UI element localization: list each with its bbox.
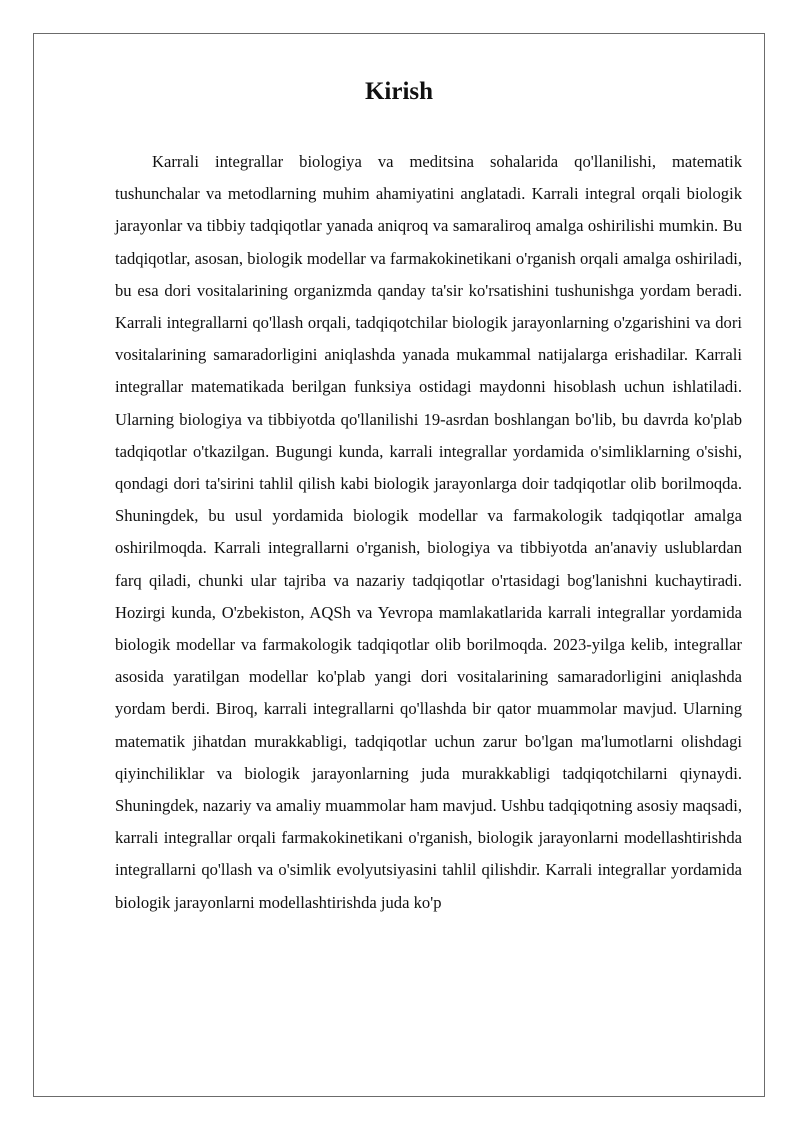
document-title: Kirish: [364, 78, 434, 105]
body-paragraph: Karrali integrallar biologiya va meditsina sohalarida qo'llanilishi, matematik tushunchalar va metodlarning muhim ahamiyatini anglatadi. Karrali integral orqali biologik jarayonlar va tibbiy tadqiqotlar yanada aniqroq va samaraliroq amalga oshirilishi mumkin. Bu tadqiqotlar, asosan, biologik modellar va farmakokinetikani o'rganish orqali amalga oshiriladi, bu esa dori vositalarining organizmda qanday ta'sir ko'rsatishini tushunishga yordam beradi. Karrali integrallarni qo'llash orqali, tadqiqotchilar biologik jarayonlarning o'zgarishini va dori vositalarining samaradorligini aniqlashda yanada mukammal natijalarga erishadilar. Karrali integrallar matematikada berilgan funksiya ostidagi maydonni hisoblash uchun ishlatiladi. Ularning biologiya va tibbiyotda qo'llanilishi 19-asrdan boshlangan bo'lib, bu davrda ko'plab tadqiqotlar o'tkazilgan. Bugungi kunda, karrali integrallar yordamida o'simliklarning o'sishi, qondagi dori ta'sirini tahlil qilish kabi biologik jarayonlarga doir tadqiqotlar olib borilmoqda. Shuningdek, bu usul yordamida biologik modellar va farmakologik tadqiqotlar amalga oshirilmoqda. Karrali integrallarni o'rganish, biologiya va tibbiyotda an'anaviy uslublardan farq qiladi, chunki ular tajriba va nazariy tadqiqotlar o'rtasidagi bog'lanishni kuchaytiradi. Hozirgi kunda, O'zbekiston, AQSh va Yevropa mamlakatlarida karrali integrallar yordamida biologik modellar va farmakologik tadqiqotlar olib borilmoqda. 2023-yilga kelib, integrallar asosida yaratilgan modellar ko'plab yangi dori vositalarining samaradorligini aniqlashda yordam berdi. Biroq, karrali integrallarni qo'llashda bir qator muammolar mavjud. Ularning matematik jihatdan murakkabligi, tadqiqotlar uchun zarur bo'lgan ma'lumotlarni olishdagi qiyinchiliklar va biologik jarayonlarning juda murakkabligi tadqiqotchilarni qiynaydi. Shuningdek, nazariy va amaliy muammolar ham mavjud. Ushbu tadqiqotning asosiy maqsadi, karrali integrallar orqali farmakokinetikani o'rganish, biologik jarayonlarni modellashtirishda integrallarni qo'llash va o'simlik evolyutsiyasini tahlil qilishdir. Karrali integrallar yordamida biologik jarayonlarni modellashtirishda juda ko'p: [115, 152, 742, 912]
